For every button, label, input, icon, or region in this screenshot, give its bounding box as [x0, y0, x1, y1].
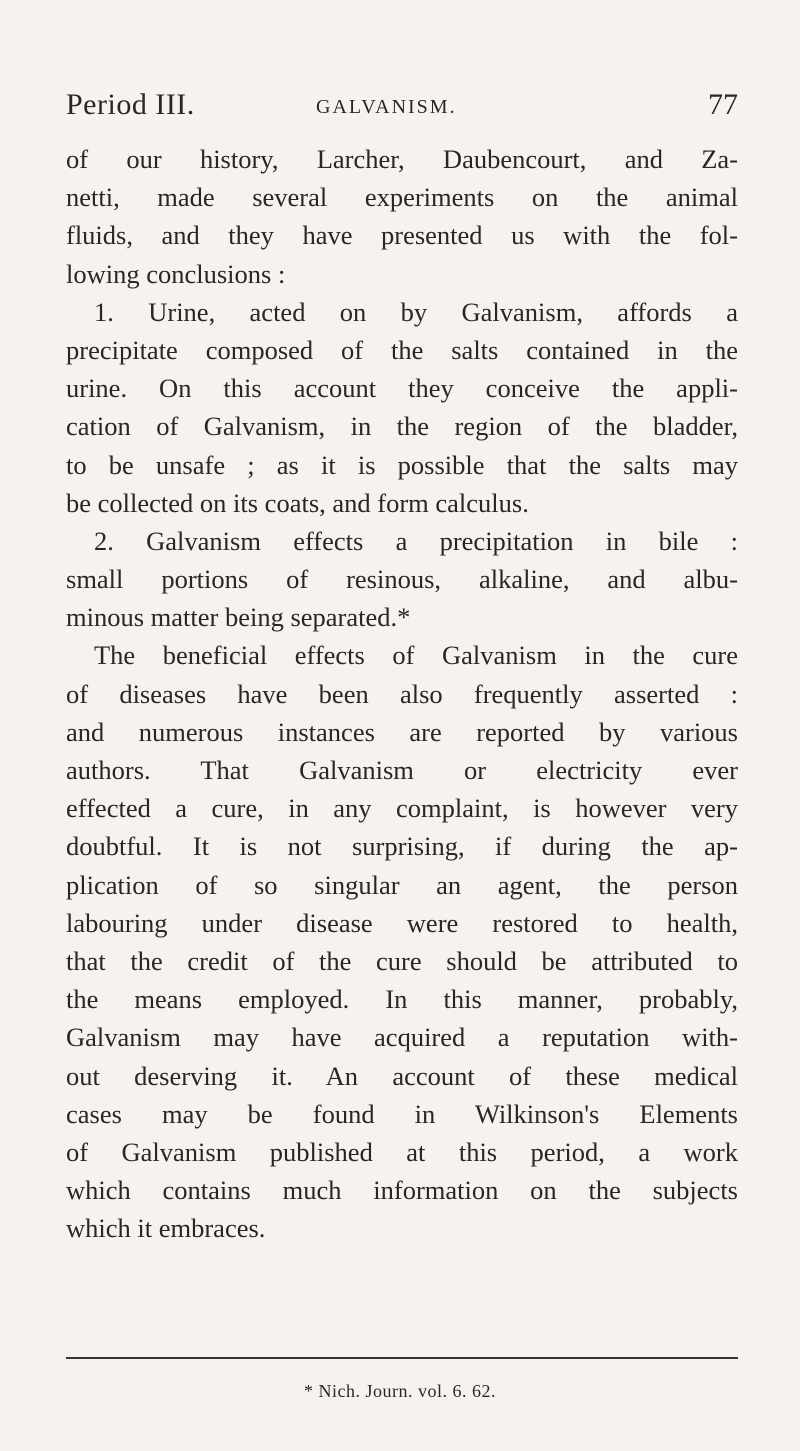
text-line: effected a cure, in any complaint, is however very	[66, 793, 738, 824]
footnote-rule	[66, 1357, 738, 1359]
text-line: and numerous instances are reported by various	[66, 716, 738, 747]
text-line: small portions of resinous, alkaline, and albu-	[66, 564, 738, 595]
text-line: which contains much information on the subjects	[66, 1175, 738, 1206]
text-line: doubtful. It is not surprising, if during the ap-	[66, 831, 738, 862]
text-line: be collected on its coats, and form calculus.	[66, 487, 529, 518]
section-label: Period III.	[66, 88, 195, 121]
text-line: out deserving it. An account of these medical	[66, 1060, 738, 1091]
chapter-title: GALVANISM.	[316, 96, 457, 118]
text-line: 2. Galvanism effects a precipitation in bile :	[94, 525, 738, 556]
text-line: of Galvanism published at this period, a work	[66, 1136, 738, 1167]
text-line: fluids, and they have presented us with the fol-	[66, 220, 738, 251]
text-line: labouring under disease were restored to health,	[66, 907, 738, 938]
text-line: of diseases have been also frequently asserted :	[66, 678, 738, 709]
text-line: lowing conclusions :	[66, 258, 286, 289]
text-line: authors. That Galvanism or electricity ever	[66, 755, 738, 785]
text-line: to be unsafe ; as it is possible that the salts may	[66, 449, 738, 480]
running-head	[66, 88, 738, 128]
text-line: minous matter being separated.*	[66, 602, 411, 633]
text-line: urine. On this account they conceive the appli-	[66, 373, 738, 404]
text-line: The beneficial effects of Galvanism in the cure	[94, 640, 738, 671]
text-line: cases may be found in Wilkinson's Elements	[66, 1098, 738, 1129]
text-line: that the credit of the cure should be attributed to	[66, 945, 738, 976]
text-line: precipitate composed of the salts contained in the	[66, 334, 738, 365]
text-line: cation of Galvanism, in the region of the bladder,	[66, 411, 738, 442]
body-text	[66, 140, 738, 1247]
text-line: 1. Urine, acted on by Galvanism, affords a	[94, 296, 738, 327]
text-line: which it embraces.	[66, 1213, 266, 1244]
text-line: the means employed. In this manner, probably,	[66, 984, 738, 1015]
footnote: * Nich. Journ. vol. 6. 62.	[304, 1381, 496, 1401]
text-line: plication of so singular an agent, the person	[66, 869, 738, 900]
page-number: 77	[708, 88, 738, 121]
text-line: Galvanism may have acquired a reputation with-	[66, 1022, 738, 1053]
text-line: netti, made several experiments on the animal	[66, 182, 738, 213]
text-line: of our history, Larcher, Daubencourt, and Za-	[66, 144, 738, 174]
